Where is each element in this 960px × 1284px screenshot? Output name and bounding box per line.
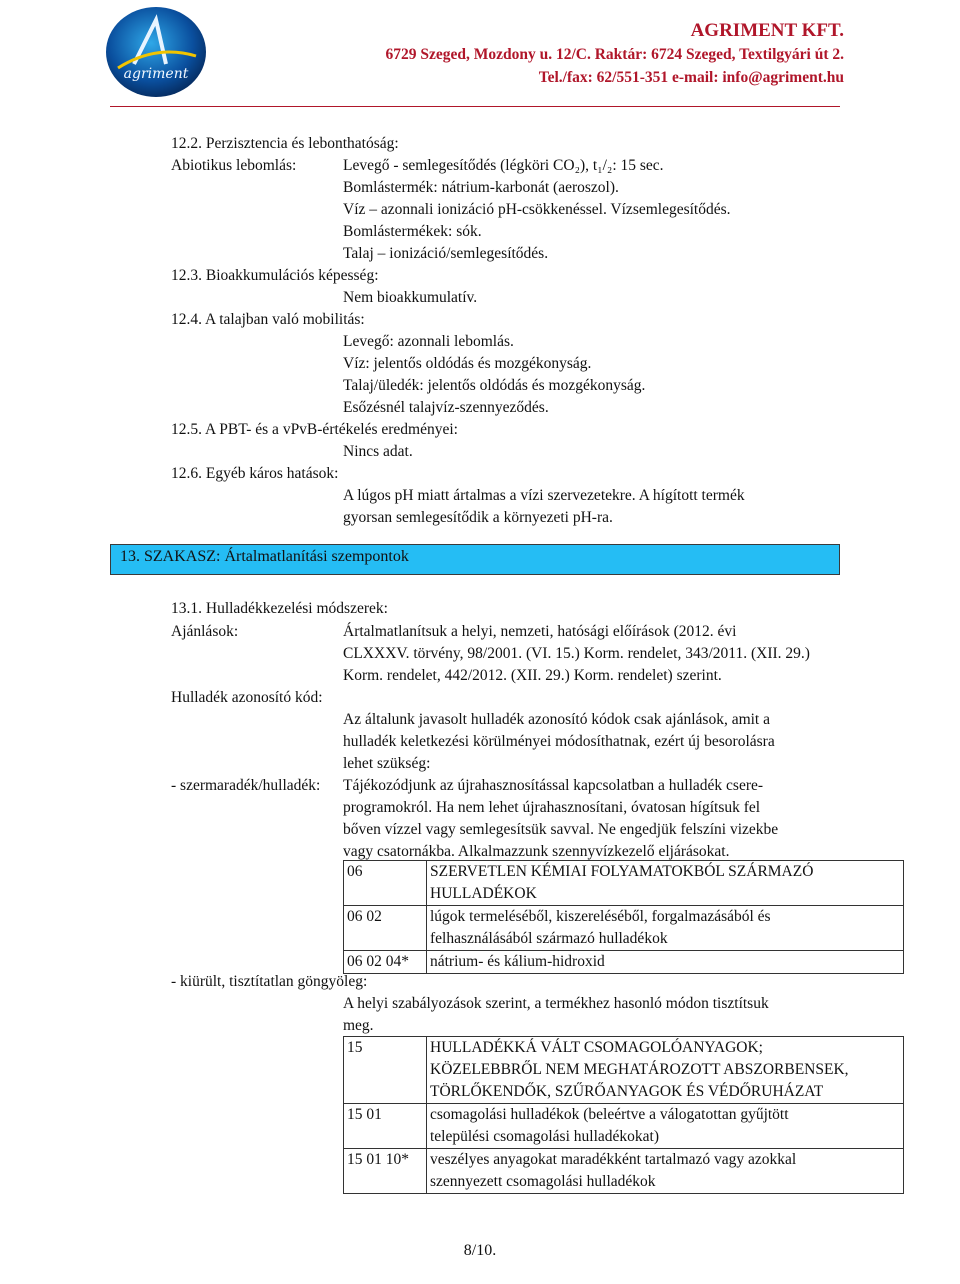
text-line: Bomlástermékek: sók. <box>343 223 482 240</box>
heading-12-5: 12.5. A PBT- és a vPvB-értékelés eredményei: <box>171 421 458 438</box>
text-line: Ártalmatlanítsuk a helyi, nemzeti, hatósági előírások (2012. évi <box>343 623 737 640</box>
description-line: HULLADÉKOK <box>430 885 537 902</box>
heading-12-4: 12.4. A talajban való mobilitás: <box>171 311 365 328</box>
description-line: szennyezett csomagolási hulladékok <box>430 1173 656 1190</box>
label-packaging: - kiürült, tisztítatlan göngyöleg: <box>171 973 368 990</box>
table-row <box>344 1149 904 1194</box>
description-line: veszélyes anyagokat maradékként tartalmazó vagy azokkal <box>430 1151 797 1168</box>
waste-code: 06 02 <box>344 906 427 951</box>
description-line: SZERVETLEN KÉMIAI FOLYAMATOKBÓL SZÁRMAZÓ <box>430 863 814 880</box>
description-line: lúgok termeléséből, kiszereléséből, forgalmazásából és <box>430 908 771 925</box>
text-line: CLXXXV. törvény, 98/2001. (VI. 15.) Korm. rendelet, 343/2011. (XII. 29.) <box>343 645 810 662</box>
text-line: Talaj – ionizáció/semlegesítődés. <box>343 245 549 262</box>
text-line: Nincs adat. <box>343 443 413 460</box>
waste-description <box>427 1149 904 1194</box>
text-line: Nem bioakkumulatív. <box>343 289 478 306</box>
text-line: bőven vízzel vagy semlegesítsük savval. Ne engedjük felszíni vizekbe <box>343 821 779 838</box>
text-line: Korm. rendelet, 442/2012. (XII. 29.) Korm. rendelet) szerint. <box>343 667 722 684</box>
table-row <box>344 951 904 974</box>
text-line: Tájékozódjunk az újrahasznosítással kapcsolatban a hulladék csere- <box>343 777 764 794</box>
waste-code: 06 02 04* <box>344 951 427 974</box>
heading-12-2: 12.2. Perzisztencia és lebonthatóság: <box>171 135 399 152</box>
text-line: lehet szükség: <box>343 755 431 772</box>
waste-code: 15 01 10* <box>344 1149 427 1194</box>
waste-description <box>427 951 904 974</box>
text-line: Bomlástermék: nátrium-karbonát (aeroszol). <box>343 179 619 196</box>
heading-13-1: 13.1. Hulladékkezelési módszerek: <box>171 600 388 617</box>
text-line: Levegő: azonnali lebomlás. <box>343 333 514 350</box>
text-line: Esőzésnél talajvíz-szennyeződés. <box>343 399 549 416</box>
waste-code-table-1 <box>343 860 904 974</box>
waste-description <box>427 1104 904 1149</box>
company-name: AGRIMENT KFT. <box>690 20 844 41</box>
text-line: Talaj/üledék: jelentős oldódás és mozgékonyság. <box>343 377 646 394</box>
waste-description <box>427 906 904 951</box>
table-row <box>344 1104 904 1149</box>
text-line: Víz: jelentős oldódás és mozgékonyság. <box>343 355 592 372</box>
header-divider <box>110 106 840 107</box>
logo-text: agriment <box>123 66 189 82</box>
label-residue: - szermaradék/hulladék: <box>171 777 321 794</box>
description-line: TÖRLŐKENDŐK, SZŰRŐANYAGOK ÉS VÉDŐRUHÁZAT <box>430 1083 824 1100</box>
company-contact: Tel./fax: 62/551-351 e-mail: info@agriment.hu <box>538 69 844 86</box>
description-line: csomagolási hulladékok (beleértve a válogatottan gyűjtött <box>430 1106 789 1123</box>
heading-12-3: 12.3. Bioakkumulációs képesség: <box>171 267 379 284</box>
section-13-title: 13. SZAKASZ: Ártalmatlanítási szempontok <box>120 548 409 565</box>
label-waste-code: Hulladék azonosító kód: <box>171 689 323 706</box>
waste-description <box>427 1037 904 1104</box>
description-line: KÖZELEBBRŐL NEM MEGHATÁROZOTT ABSZORBENSEK, <box>430 1061 849 1078</box>
waste-code-table-2 <box>343 1036 904 1194</box>
table-row <box>344 1037 904 1104</box>
company-address: 6729 Szeged, Mozdony u. 12/C. Raktár: 6724 Szeged, Textilgyári út 2. <box>385 46 844 63</box>
waste-description <box>427 861 904 906</box>
text-line: hulladék keletkezési körülményei módosíthatnak, ezért új besorolásra <box>343 733 775 750</box>
text-line: programokról. Ha nem lehet újrahasznosítani, óvatosan hígítsuk fel <box>343 799 761 816</box>
text-line: Az általunk javasolt hulladék azonosító kódok csak ajánlások, amit a <box>343 711 770 728</box>
company-logo <box>104 4 208 100</box>
description-line: nátrium- és kálium-hidroxid <box>430 953 605 970</box>
text-line: A lúgos pH miatt ártalmas a vízi szervezetekre. A hígított termék <box>343 487 745 504</box>
description-line: HULLADÉKKÁ VÁLT CSOMAGOLÓANYAGOK; <box>430 1039 763 1056</box>
label-recommendations: Ajánlások: <box>171 623 239 640</box>
text-line: meg. <box>343 1017 374 1034</box>
table-row <box>344 906 904 951</box>
waste-code: 06 <box>344 861 427 906</box>
text-line: A helyi szabályozások szerint, a termékhez hasonló módon tisztítsuk <box>343 995 769 1012</box>
description-line: felhasználásából származó hulladékok <box>430 930 668 947</box>
text-line: vagy csatornákba. Alkalmazzunk szennyvízkezelő eljárásokat. <box>343 843 730 860</box>
text-line: Víz – azonnali ionizáció pH-csökkenéssel. Vízsemlegesítődés. <box>343 201 731 218</box>
table-row <box>344 861 904 906</box>
description-line: települési csomagolási hulladékokat) <box>430 1128 659 1145</box>
waste-code: 15 <box>344 1037 427 1104</box>
section-13-header <box>110 544 840 575</box>
heading-12-6: 12.6. Egyéb káros hatások: <box>171 465 339 482</box>
text-line: gyorsan semlegesítődik a környezeti pH-ra. <box>343 509 613 526</box>
page-number: 8/10. <box>463 1242 497 1259</box>
waste-code: 15 01 <box>344 1104 427 1149</box>
text-line: Levegő - semlegesítődés (légköri CO₂), t₁/₂: 15 sec. <box>343 157 664 174</box>
label-abiotic: Abiotikus lebomlás: <box>171 157 297 174</box>
